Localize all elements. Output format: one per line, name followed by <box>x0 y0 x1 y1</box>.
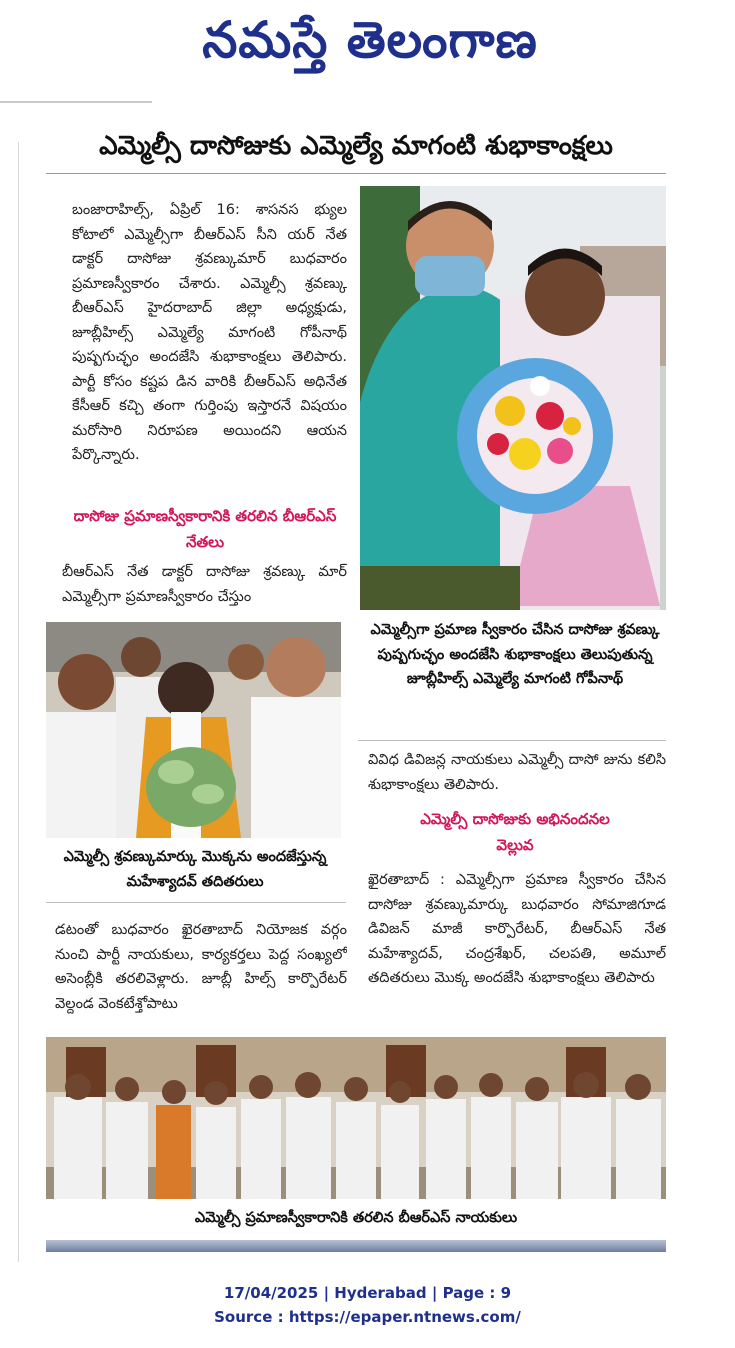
photo-plant-caption: ఎమ్మెల్సీ శ్రవణ్కుమార్కు మొక్కను అందజేస్తున్న మహేశ్యాదవ్ తదితరులు <box>63 849 327 890</box>
page-bottom-band <box>46 1240 666 1252</box>
photo-bouquet-greeting <box>360 186 666 610</box>
photo-plant-presentation <box>46 622 341 838</box>
masthead-rule <box>0 101 152 103</box>
subhead-leaders-travel: దాసోజు ప్రమాణస్వీకారానికి తరలిన బీఆర్ఎస్ నేతలు <box>73 507 337 551</box>
column-rule <box>358 740 666 741</box>
paragraph-intro: బంజారాహిల్స్, ఏప్రిల్ 16: శాసనస భ్యుల కోటాలో ఎమ్మెల్సీగా బీఆర్ఎస్ సీని యర్ నేత డాక్టర్ దాసోజు శ్రవణ్కుమార్ బుధవారం ప్రమాణస్వీకారం చేశారు. ఎమ్మెల్సీ శ్రవణ్కు బీఆర్ఎస్ హైదరాబాద్ జిల్లా అధ్యక్షుడు, జూబ్లీహిల్స్ ఎమ్మెల్యే మాగంటి గోపీనాథ్ పుష్పగుచ్ఛం అందజేసి శుభాకాంక్షలు తెలిపారు. పార్టీ కోసం కష్టప డిన వారికి బీఆర్ఎస్ అధినేత కేసీఆర్ కచ్చి తంగా గుర్తింపు ఇస్తారనే విషయం మరోసారి నిరూపణ అయిందని ఆయన పేర్కొన్నారు. <box>72 202 347 463</box>
masthead-logo: నమస్తే తెలంగాణ <box>202 10 538 69</box>
footer-source-link[interactable]: Source : https://epaper.ntnews.com/ <box>214 1308 521 1326</box>
page-margin-rule <box>18 142 19 1262</box>
photo-bouquet-caption: ఎమ్మెల్సీగా ప్రమాణ స్వీకారం చేసిన దాసోజు శ్రవణ్కు పుష్పగుచ్ఛం అందజేసి శుభాకాంక్షలు తెలుపుతున్న జూబ్లీహిల్స్ ఎమ్మెల్యే మాగంటి గోపీనాథ్ <box>370 622 660 687</box>
paragraph-division-leaders: వివిధ డివిజన్ల నాయకులు ఎమ్మెల్సీ దాసో జును కలిసి శుభాకాంక్షలు తెలిపారు. <box>368 752 666 793</box>
column-rule-left <box>46 902 346 903</box>
article-headline: ఎమ్మెల్సీ దాసోజుకు ఎమ్మెల్యే మాగంటి శుభాకాంక్షలు <box>99 131 613 161</box>
photo-group-caption: ఎమ్మెల్సీ ప్రమాణస్వీకారానికి తరలిన బీఆర్ఎస్ నాయకులు <box>194 1210 518 1226</box>
paragraph-khairatabad: ఖైరతాబాద్ : ఎమ్మెల్సీగా ప్రమాణ స్వీకారం చేసిన దాసోజు శ్రవణ్కుమార్కు బుధవారం సోమాజిగూడ డివిజన్ మాజీ కార్పొరేటర్, బీఆర్ఎస్ నేత మహేశ్యాదవ్, చంద్రశేఖర్, చలపతి, అమూల్ తదితరులు మొక్క అందజేసి శుభాకాంక్షలు తెలిపారు <box>368 872 666 986</box>
paragraph-khairatabad-leaders: డటంతో బుధవారం ఖైరతాబాద్ నియోజక వర్గం నుంచి పార్టీ నాయకులు, కార్యకర్తలు పెద్ద సంఖ్యలో అసెంబ్లీకి తరలివెళ్లారు. జూబ్లీ హిల్స్ కార్పొరేటర్ వెల్దండ వెంకటేశ్తోపాటు <box>55 922 347 1012</box>
headline-rule <box>46 173 666 174</box>
footer-date-edition: 17/04/2025 | Hyderabad | Page : 9 <box>223 1284 512 1302</box>
photo-group-leaders <box>46 1037 666 1199</box>
subhead-congratulations: ఎమ్మెల్సీ దాసోజుకు అభినందనల వెల్లువ <box>420 810 610 854</box>
paragraph-oath: బీఆర్ఎస్ నేత డాక్టర్ దాసోజు శ్రవణ్కు మార్ ఎమ్మెల్సీగా ప్రమాణస్వీకారం చేస్తుం <box>62 564 347 605</box>
